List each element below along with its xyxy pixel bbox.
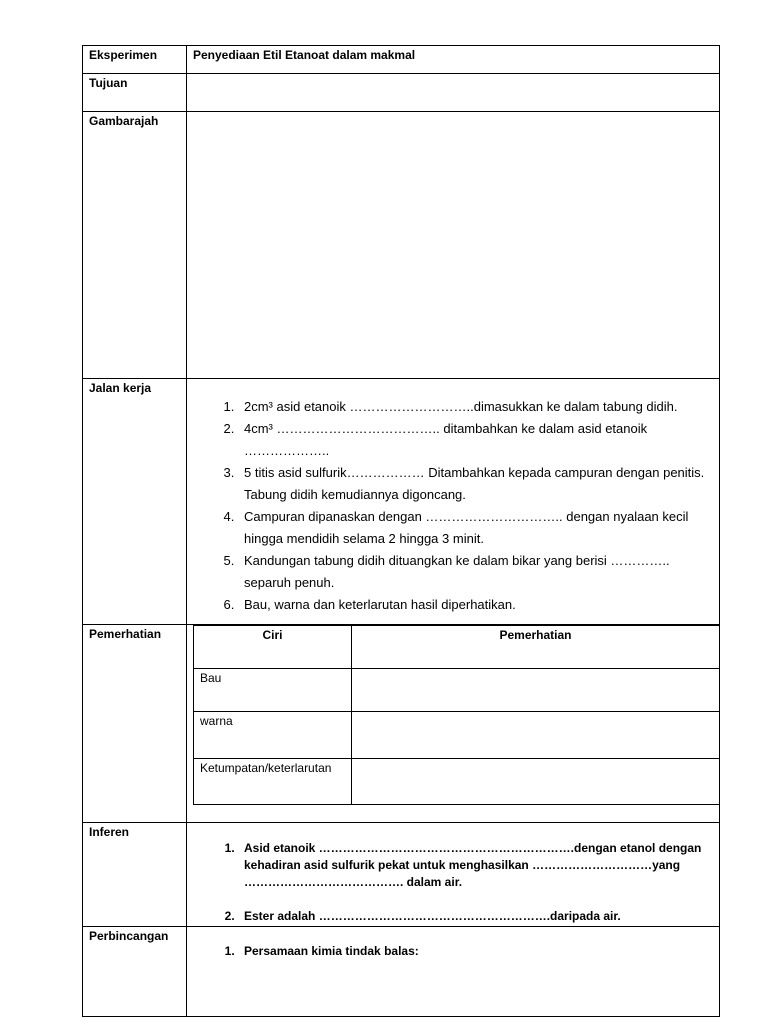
discussion-list [187, 943, 719, 960]
aim-label: Tujuan [83, 74, 187, 112]
row-discussion [83, 927, 720, 1017]
observation-row-label: warna [194, 712, 352, 759]
discussion-item: 1. Persamaan kimia tindak balas: [238, 943, 719, 960]
procedure-step: 3. 5 titis asid sulfurik……………… Ditambahkan kepada campuran dengan penitis. Tabung didih kemudiannya digoncang. [238, 462, 719, 506]
row-inference [83, 823, 720, 927]
observation-row-label: Ketumpatan/keterlarutan [194, 759, 352, 805]
observation-content [187, 625, 720, 823]
observation-label: Pemerhatian [83, 625, 187, 823]
experiment-title: Penyediaan Etil Etanoat dalam makmal [187, 46, 720, 74]
row-aim [83, 74, 720, 112]
discussion-label: Perbincangan [83, 927, 187, 1017]
inference-label: Inferen [83, 823, 187, 927]
procedure-step: 2. 4cm³ ……………………………….. ditambahkan ke dalam asid etanoik ……………….. [238, 418, 719, 462]
inference-content [187, 823, 720, 927]
inference-list [187, 840, 719, 925]
inference-item: 1. Asid etanoik ……………………………………………………….dengan etanol dengan kehadiran asid sulfurik pekat untuk menghasilkan …………………………yang …………………………………. dalam air. [238, 840, 719, 891]
observation-header-row [194, 626, 720, 669]
aim-answer-space [187, 74, 720, 112]
observation-answer-cell [352, 712, 720, 759]
row-procedure [83, 379, 720, 625]
observation-row-label: Bau [194, 669, 352, 712]
observation-row [194, 669, 720, 712]
observation-row [194, 712, 720, 759]
row-diagram [83, 112, 720, 379]
inference-item: 2. Ester adalah ………………………………………………….daripada air. [238, 908, 719, 925]
procedure-step: 5. Kandungan tabung didih dituangkan ke dalam bikar yang berisi ………….. separuh penuh. [238, 550, 719, 594]
observation-answer-cell [352, 669, 720, 712]
discussion-content [187, 927, 720, 1017]
observation-header-ciri: Ciri [194, 626, 352, 669]
observation-table [193, 625, 720, 805]
diagram-drawing-space [187, 112, 720, 379]
observation-header-pemerhatian: Pemerhatian [352, 626, 720, 669]
experiment-worksheet-table [82, 45, 720, 1017]
diagram-label: Gambarajah [83, 112, 187, 379]
row-experiment [83, 46, 720, 74]
observation-row [194, 759, 720, 805]
row-observation [83, 625, 720, 823]
procedure-steps-list [187, 396, 719, 616]
procedure-step: 6. Bau, warna dan keterlarutan hasil diperhatikan. [238, 594, 719, 616]
procedure-content [187, 379, 720, 625]
procedure-step: 1. 2cm³ asid etanoik ………………………..dimasukkan ke dalam tabung didih. [238, 396, 719, 418]
experiment-label: Eksperimen [83, 46, 187, 74]
procedure-label: Jalan kerja [83, 379, 187, 625]
procedure-step: 4. Campuran dipanaskan dengan ………………………….. dengan nyalaan kecil hingga mendidih selama 2 hingga 3 minit. [238, 506, 719, 550]
observation-answer-cell [352, 759, 720, 805]
